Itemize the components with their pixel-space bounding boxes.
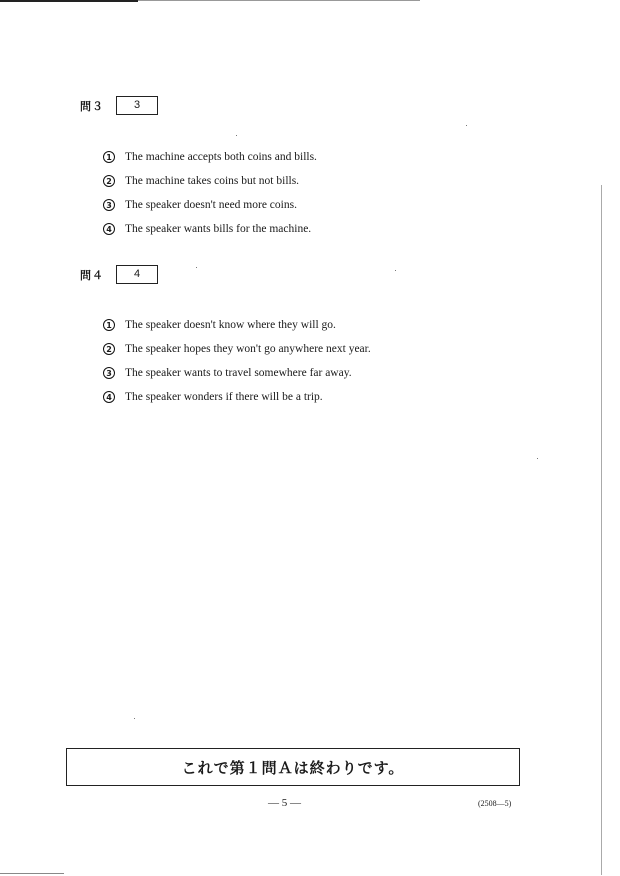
choice-number-icon: 1 xyxy=(103,151,115,163)
end-notice-text: これで第１問Ａは終わりです。 xyxy=(181,758,405,777)
scan-speck xyxy=(537,458,538,459)
choice-number-icon: 2 xyxy=(103,343,115,355)
answer-box-4: 4 xyxy=(116,265,158,284)
choice-item xyxy=(103,337,371,361)
right-edge-line xyxy=(601,185,602,875)
page-number: ― 5 ― xyxy=(268,797,301,809)
choice-text: The speaker doesn't need more coins. xyxy=(125,199,297,211)
scan-speck xyxy=(395,270,396,271)
choice-item xyxy=(103,145,317,169)
choice-text: The speaker wants to travel somewhere far away. xyxy=(125,367,352,379)
choice-text: The speaker wonders if there will be a trip. xyxy=(125,391,323,403)
choice-number-icon: 4 xyxy=(103,223,115,235)
choice-item xyxy=(103,217,317,241)
scan-speck xyxy=(466,125,467,126)
scan-speck xyxy=(134,718,135,719)
question-4-header xyxy=(80,265,158,284)
choice-item xyxy=(103,193,317,217)
end-notice-box xyxy=(66,748,520,786)
exam-code: (2508―5) xyxy=(478,799,512,808)
choice-number-icon: 2 xyxy=(103,175,115,187)
choice-text: The speaker doesn't know where they will go. xyxy=(125,319,336,331)
choice-number-icon: 3 xyxy=(103,367,115,379)
choice-item xyxy=(103,361,371,385)
choice-item xyxy=(103,169,317,193)
question-3-choices xyxy=(103,145,317,241)
choice-number-icon: 1 xyxy=(103,319,115,331)
question-4-label: 問４ xyxy=(80,268,104,282)
choice-item xyxy=(103,385,371,409)
choice-item xyxy=(103,313,371,337)
top-edge-line-thin xyxy=(138,0,420,1)
choice-text: The speaker wants bills for the machine. xyxy=(125,223,312,235)
top-edge-line xyxy=(0,0,138,2)
choice-text: The machine accepts both coins and bills. xyxy=(125,151,317,163)
choice-text: The speaker hopes they won't go anywhere next year. xyxy=(125,343,371,355)
bottom-edge-line xyxy=(0,873,64,874)
choice-text: The machine takes coins but not bills. xyxy=(125,175,300,187)
choice-number-icon: 3 xyxy=(103,199,115,211)
scan-speck xyxy=(196,267,197,268)
question-4-choices xyxy=(103,313,371,409)
question-3-label: 問３ xyxy=(80,99,104,113)
question-3-header xyxy=(80,96,158,115)
scan-speck xyxy=(236,135,237,136)
answer-box-3: 3 xyxy=(116,96,158,115)
choice-number-icon: 4 xyxy=(103,391,115,403)
